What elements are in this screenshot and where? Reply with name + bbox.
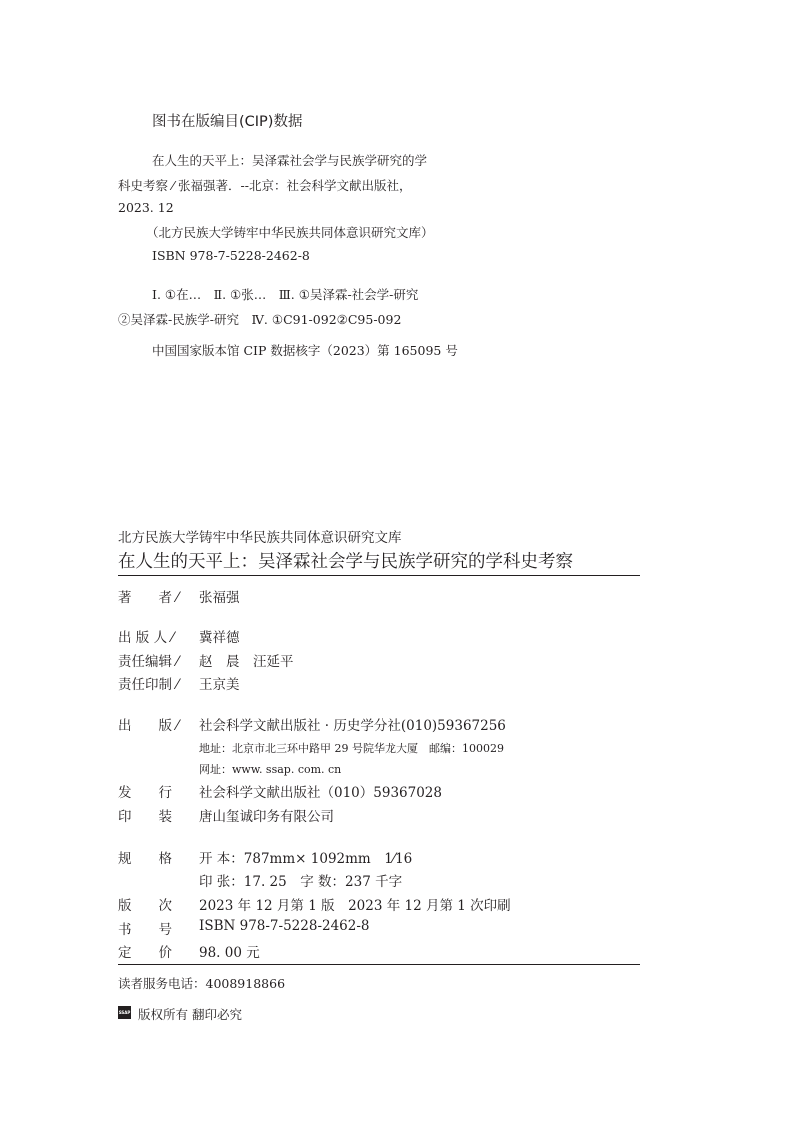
distribution-label: 发 行 — [118, 785, 172, 801]
ssap-logo: SSAP — [118, 1006, 131, 1019]
top-rule — [118, 575, 640, 576]
publisher-website: 网址：www. ssap. com. cn — [199, 763, 342, 776]
print-manager-value: 王京美 — [199, 677, 240, 693]
edition-value: 2023 年 12 月第 1 版 2023 年 12 月第 1 次印刷 — [199, 898, 511, 914]
price-value: 98. 00 元 — [199, 945, 260, 961]
cip-heading: 图书在版编目(CIP)数据 — [152, 114, 303, 130]
cip-line: 在人生的天平上：吴泽霖社会学与民族学研究的学 — [152, 153, 428, 168]
distribution-value: 社会科学文献出版社（010）59367028 — [199, 785, 442, 801]
print-manager-label: 责任印制 ⁄ — [118, 677, 179, 693]
book-title: 在人生的天平上：吴泽霖社会学与民族学研究的学科史考察 — [118, 552, 573, 572]
printing-value: 唐山玺诚印务有限公司 — [199, 809, 334, 825]
format-value: 开 本：787mm× 1092mm 1⁄16 — [199, 851, 413, 867]
cip-line: 2023. 12 — [118, 200, 174, 215]
cip-line: 科史考察 ⁄ 张福强著．--北京：社会科学文献出版社， — [118, 178, 412, 193]
publisher-value: 社会科学文献出版社 · 历史学分社(010)59367256 — [199, 718, 506, 734]
bottom-rule — [118, 964, 640, 965]
cip-line: ②吴泽霖-民族学-研究 Ⅳ. ①C91-092②C95-092 — [118, 312, 402, 327]
price-label: 定 价 — [118, 945, 172, 961]
printing-label: 印 装 — [118, 809, 172, 825]
publisher-person-value: 冀祥德 — [199, 630, 240, 646]
cip-line: 中国国家版本馆 CIP 数据核字（2023）第 165095 号 — [152, 343, 458, 358]
cip-line: ISBN 978-7-5228-2462-8 — [152, 248, 310, 263]
edition-label: 版 次 — [118, 898, 172, 914]
rights-notice: 版权所有 翻印必究 — [138, 1007, 242, 1022]
format-label: 规 格 — [118, 851, 172, 867]
cip-line: （北方民族大学铸牢中华民族共同体意识研究文库） — [146, 225, 434, 240]
publisher-label: 出 版 ⁄ — [118, 718, 179, 734]
editor-value: 赵 晨 汪延平 — [199, 654, 294, 670]
isbn-value: ISBN 978-7-5228-2462-8 — [199, 918, 370, 934]
publisher-person-label: 出 版 人 ⁄ — [118, 630, 174, 646]
isbn-label: 书 号 — [118, 922, 172, 938]
cip-line: Ⅰ. ①在… Ⅱ. ①张… Ⅲ. ①吴泽霖-社会学-研究 — [152, 287, 419, 302]
reader-service-phone: 读者服务电话：4008918866 — [118, 976, 286, 991]
series-name: 北方民族大学铸牢中华民族共同体意识研究文库 — [118, 530, 402, 546]
publisher-address: 地址：北京市北三环中路甲 29 号院华龙大厦 邮编：100029 — [199, 742, 504, 755]
author-value: 张福强 — [199, 590, 240, 606]
sheets-value: 印 张：17. 25 字 数：237 千字 — [199, 874, 403, 890]
author-label: 著 者 ⁄ — [118, 590, 179, 606]
editor-label: 责任编辑 ⁄ — [118, 654, 179, 670]
